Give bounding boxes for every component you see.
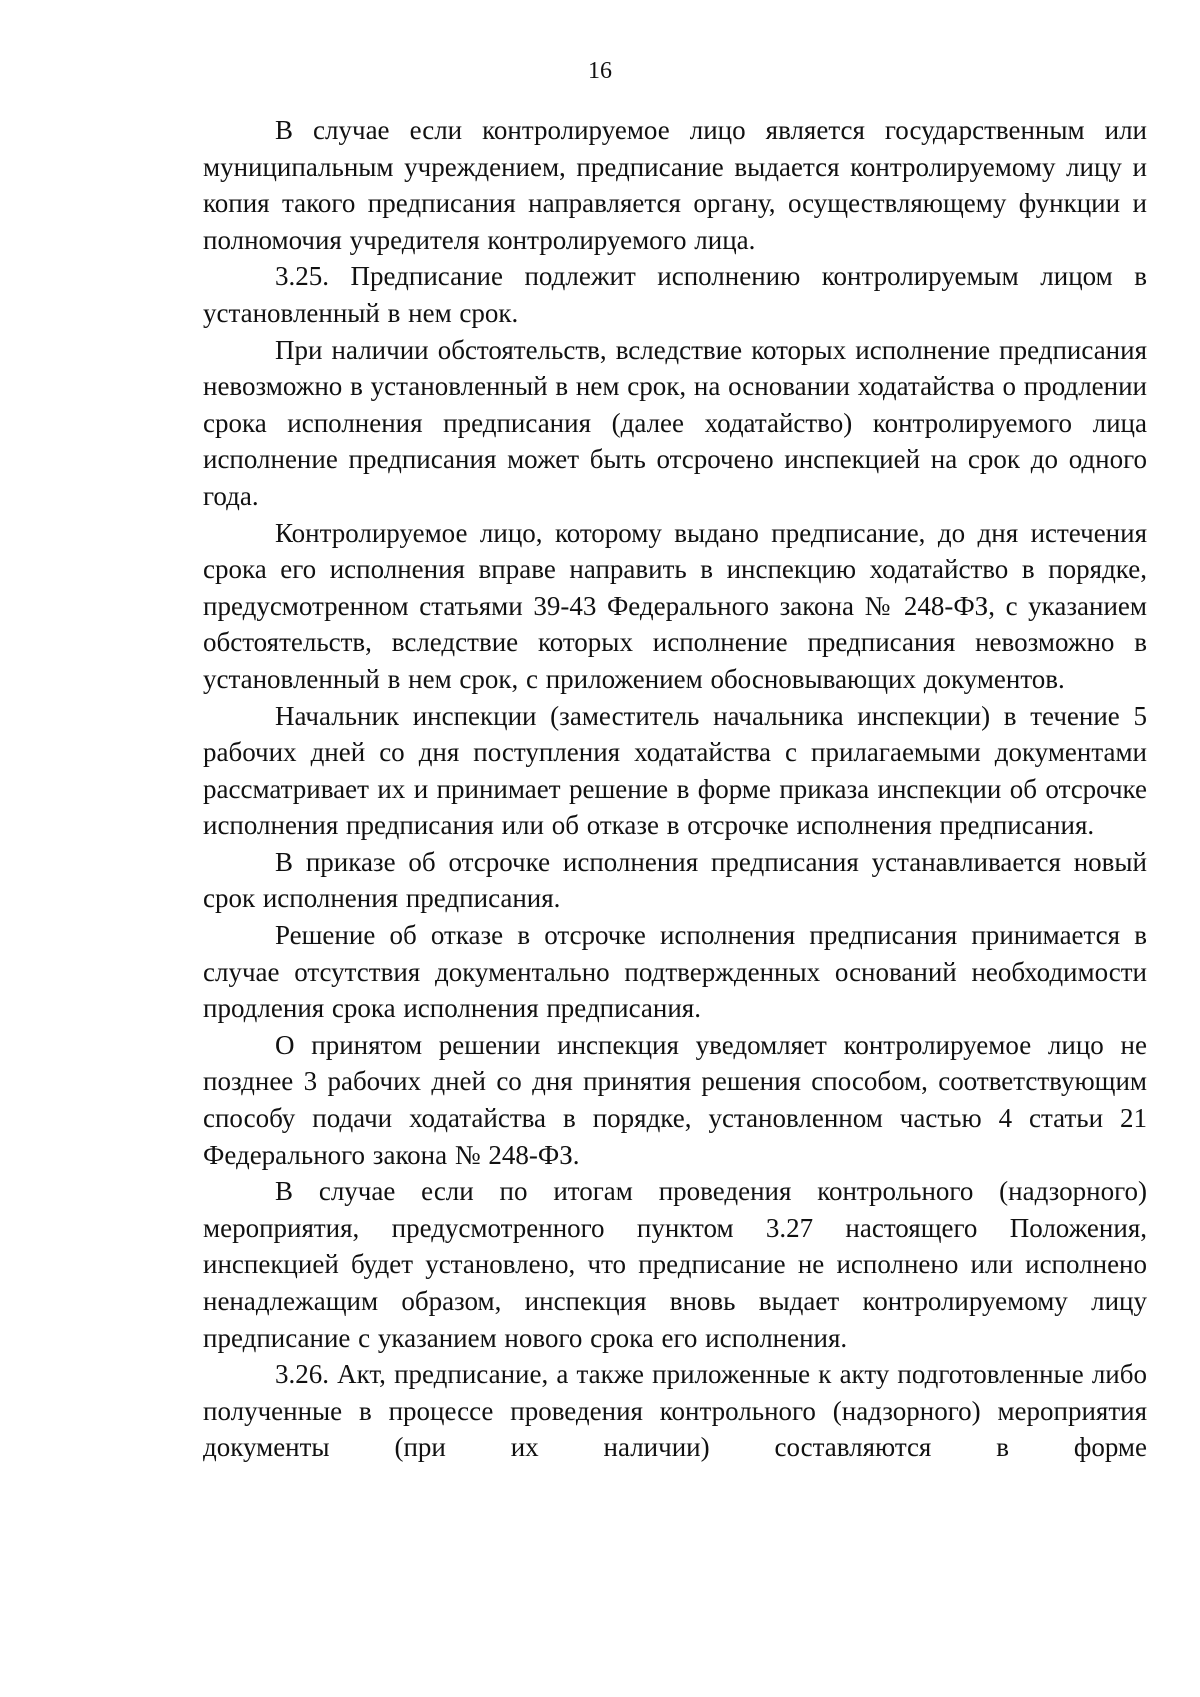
paragraph-notification: О принятом решении инспекция уведомляет контролируемое лицо не позднее 3 рабочих дней со дня принятия решения способом, соответствующим способу подачи ходатайства в порядке, установленном частью 4 статьи 21 Федерального закона № 248-ФЗ. [203,1029,1147,1170]
paragraph-head-decision: Начальник инспекции (заместитель начальника инспекции) в течение 5 рабочих дней со дня поступления ходатайства с прилагаемыми документами рассматривает их и принимает решение в форме приказа инспекции об отсрочке исполнения предписания или об отказе в отсрочке исполнения предписания. [203,700,1147,841]
paragraph-petition-submission: Контролируемое лицо, которому выдано предписание, до дня истечения срока его исполнения вправе направить в инспекцию ходатайство в порядке, предусмотренном статьями 39-43 Федерального закона № 248-ФЗ, с указанием обстоятельств, вследствие которых исполнение предписания невозможно в установленный в нем срок, с приложением обосновывающих документов. [203,517,1147,694]
page-number: 16 [588,58,612,84]
document-body [203,112,1147,1466]
paragraph-3-25: 3.25. Предписание подлежит исполнению контролируемым лицом в установленный в нем срок. [203,261,1147,328]
paragraph-reissue: В случае если по итогам проведения контрольного (надзорного) мероприятия, предусмотренного пунктом 3.27 настоящего Положения, инспекцией будет установлено, что предписание не исполнено или исполнено ненадлежащим образом, инспекция вновь выдает контролируемому лицу предписание с указанием нового срока его исполнения. [203,1176,1147,1353]
paragraph-refusal: Решение об отказе в отсрочке исполнения предписания принимается в случае отсутствия документально подтвержденных оснований необходимости продления срока исполнения предписания. [203,920,1147,1024]
paragraph-deferral-grounds: При наличии обстоятельств, вследствие которых исполнение предписания невозможно в установленный в нем срок, на основании ходатайства о продлении срока исполнения предписания (далее ходатайство) контролируемого лица исполнение предписания может быть отсрочено инспекцией на срок до одного года. [203,334,1147,511]
paragraph-new-deadline: В приказе об отсрочке исполнения предписания устанавливается новый срок исполнения предписания. [203,846,1147,914]
paragraph-3-26: 3.26. Акт, предписание, а также приложенные к акту подготовленные либо полученные в процессе проведения контрольного (надзорного) мероприятия документы (при их наличии) составляются в форме [203,1359,1147,1463]
paragraph-state-institution: В случае если контролируемое лицо является государственным или муниципальным учреждением, предписание выдается контролируемому лицу и копия такого предписания направляется органу, осуществляющему функции и полномочия учредителя контролируемого лица. [203,115,1147,255]
